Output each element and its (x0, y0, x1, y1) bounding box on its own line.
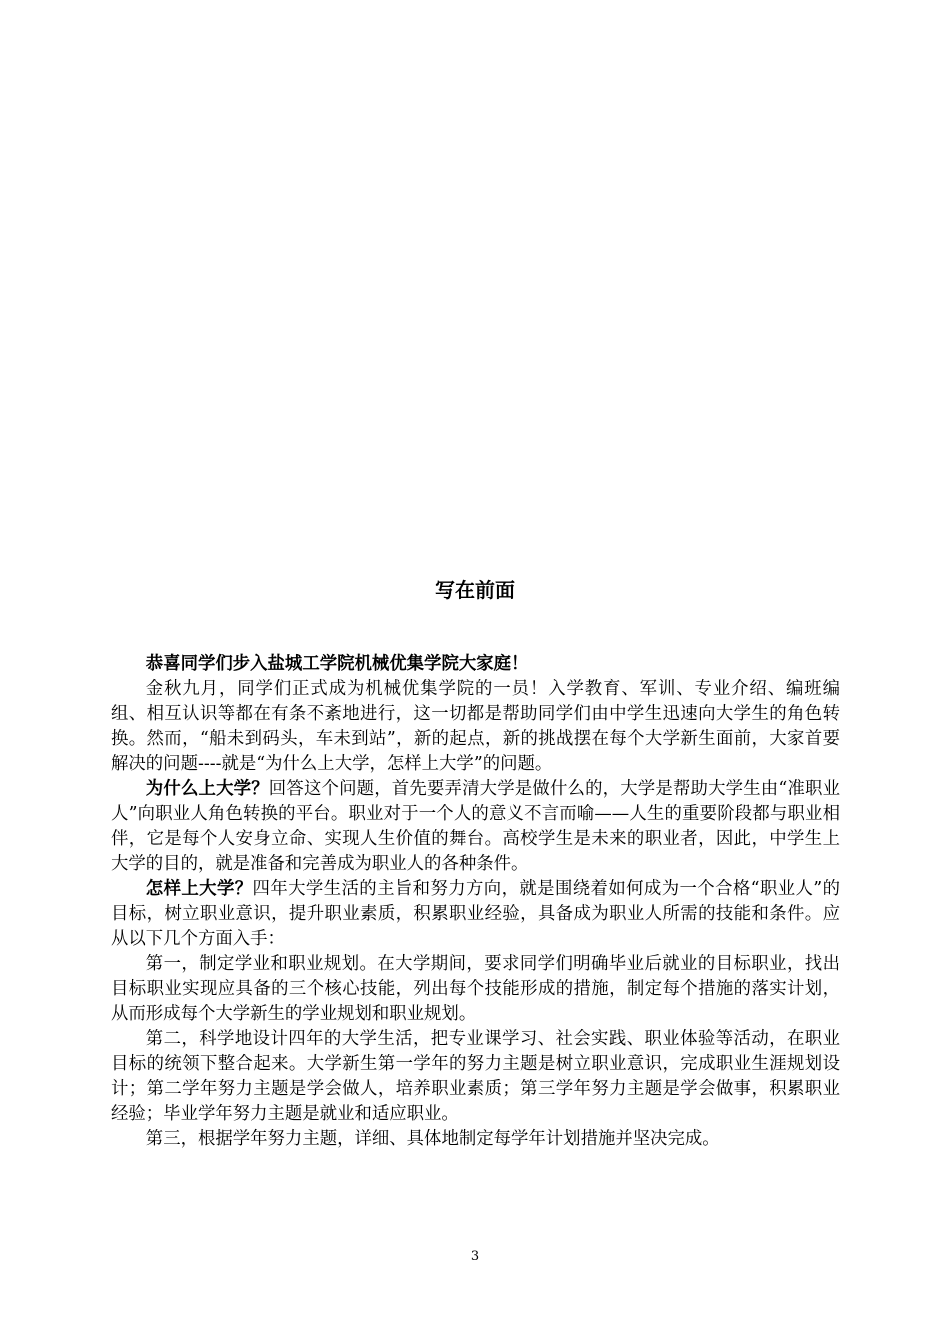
why-heading: 为什么上大学？ (145, 779, 269, 799)
greeting-paragraph: 恭喜同学们步入盐城工学院机械优集学院大家庭！ (145, 654, 529, 674)
intro-paragraph: 金秋九月，同学们正式成为机械优集学院的一员！入学教育、军训、专业介绍、编班编组、相互认识等都在有条不紊地进行，这一切都是帮助同学们由中学生迅速向大学生的角色转换。然而，“船未到码头，车未到站”，新的起点，新的挑战摆在每个大学新生面前，大家首要解决的问题----就是“为什么上大学，怎样上大学”的问题。 (111, 679, 840, 774)
second-paragraph: 第二，科学地设计四年的大学生活，把专业课学习、社会实践、职业体验等活动，在职业目标的统领下整合起来。大学新生第一学年的努力主题是树立职业意识，完成职业生涯规划设计；第二学年努力主题是学会做人，培养职业素质；第三学年努力主题是学会做事，积累职业经验；毕业学年努力主题是就业和适应职业。 (111, 1029, 840, 1124)
third-paragraph: 第三，根据学年努力主题，详细、具体地制定每学年计划措施并坚决完成。 (145, 1129, 720, 1149)
how-text: 四年大学生活的主旨和努力方向，就是围绕着如何成为一个合格“职业人”的目标，树立职业意识，提升职业素质，积累职业经验，具备成为职业人所需的技能和条件。应从以下几个方面入手： (111, 879, 840, 949)
why-text: 回答这个问题，首先要弄清大学是做什么的，大学是帮助大学生由“准职业人”向职业人角色转换的平台。职业对于一个人的意义不言而喻——人生的重要阶段都与职业相伴，它是每个人安身立命、实现人生价值的舞台。高校学生是未来的职业者，因此，中学生上大学的目的，就是准备和完善成为职业人的各种条件。 (111, 779, 840, 874)
why-paragraph (111, 777, 840, 877)
how-paragraph (111, 877, 840, 952)
page-title: 写在前面 (435, 578, 515, 602)
page-number: 3 (470, 1249, 480, 1264)
how-heading: 怎样上大学？ (145, 879, 253, 899)
first-paragraph: 第一，制定学业和职业规划。在大学期间，要求同学们明确毕业后就业的目标职业，找出目标职业实现应具备的三个核心技能，列出每个技能形成的措施，制定每个措施的落实计划，从而形成每个大学新生的学业规划和职业规划。 (111, 954, 840, 1024)
body-text (111, 652, 840, 1152)
